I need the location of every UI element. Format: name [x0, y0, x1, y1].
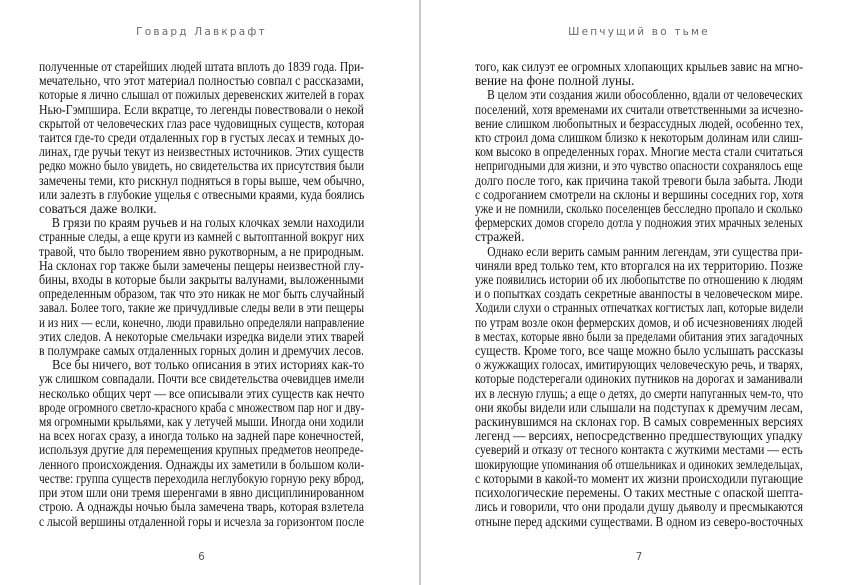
text-line: долго после того, как причина такой тревоги была забыта. Люди	[475, 172, 803, 188]
text-line: о жужжащих голосах, имитирующих человеческую речь, и тварях,	[475, 357, 803, 373]
text-line: раскинувшимся на склонах гор. В самых современных версиях	[475, 414, 804, 430]
paragraph	[475, 60, 803, 88]
text-line: странные следы, а еще круги из камней с вытоптанной вокруг них	[39, 229, 365, 245]
text-line: отныне перед адскими существами. В одном из северо-восточных	[475, 513, 804, 529]
text-line: таится где-то среди отдаленных гор в густых лесах и темных до-	[39, 130, 365, 146]
text-line: которые я лично слышал от пожилых деревенских жителей в горах	[39, 87, 365, 103]
text-line: с которыми в какой-то момент их жизни происходили пугающие	[475, 470, 804, 486]
text-line: мечательно, что этот материал полностью совпал с рассказами,	[39, 73, 364, 89]
text-line: кто строил дома слишком близко к некоторым долинам или слиш-	[475, 130, 803, 146]
text-line: их в лесную глушь; а еще о детях, до смерти напуганных чем-то, что	[475, 385, 804, 401]
text-line: уж слишком совпадали. Почти все свидетельства очевидцев имели	[39, 371, 365, 387]
page-gutter-divider	[419, 0, 421, 585]
text-line: завал. Более того, такие же причудливые следы вели в эти пещеры	[39, 300, 365, 316]
right-page	[422, 0, 843, 585]
body-text	[475, 60, 803, 529]
text-line: строю. А однажды ночью была замечена тварь, которая взлетела	[39, 499, 365, 515]
text-line: ленного происхождения. Однажды их заметили в большом коли-	[39, 456, 365, 472]
text-line: Однако если верить самым ранним легендам, эти существа при-	[487, 243, 803, 259]
text-line: с лысой вершины отдаленной горы и исчезла за горизонтом после	[39, 513, 364, 529]
text-line: поселений, хотя временами их считали ответственными за исчезно-	[475, 101, 804, 117]
text-line: они якобы видели или слышали на подступах к дремучим лесам,	[475, 399, 803, 415]
text-line: мя огромными крыльями, как у летучей мыши. Иногда они ходили	[39, 414, 364, 430]
text-line: уже появились истории об их любопытстве по отношению к людям	[475, 272, 803, 288]
text-line: или залезть в глубокие ущелья с отвесными краями, куда боялись	[39, 186, 365, 202]
text-line: вроде огромного светло-красного краба с множеством пар ног и дву-	[39, 399, 365, 415]
text-line: скрытой от человеческих глаз расе чудовищных существ, которая	[39, 115, 365, 131]
text-line: редко можно было увидеть, но свидетельства их присутствия были	[39, 158, 365, 174]
text-line: этих следов. А некоторые смельчаки изредка видели этих тварей	[39, 328, 365, 344]
text-line: Ходили слухи о странных отпечатках когтистых лап, которые видели	[475, 300, 804, 316]
text-line: определенным образом, так что это никак не мог быть случайный	[39, 286, 365, 302]
text-line: и о попытках создать секретные аванпосты в человеческом мире.	[475, 286, 803, 302]
text-line: В целом эти создания жили обособленно, вдали от человеческих	[487, 87, 803, 103]
text-line: того, как силуэт ее огромных хлопающих крыльев завис на мгно-	[475, 59, 804, 74]
text-line: на всех ногах сразу, а иногда только на задней паре конечностей,	[39, 428, 364, 444]
text-line: травой, что было творением явно рукотворным, а не природным.	[39, 243, 364, 259]
text-line: при этом шли они тремя шеренгами в явно дисциплинированном	[39, 485, 365, 501]
text-line: и из них — если, конечно, люди правильно определяли направление	[39, 314, 365, 330]
page-number: 6	[198, 551, 205, 563]
text-line: с содроганием смотрели на склоны и вершины соседних гор, хотя	[475, 186, 804, 202]
text-line: используя другие для перемещения крупных предметов неопреде-	[39, 442, 364, 458]
text-line: шокирующие упоминания об отшельниках и одиноких земледельцах,	[475, 456, 803, 472]
text-line: соваться даже волки.	[39, 201, 157, 217]
body-text	[39, 60, 364, 529]
text-line: легенд — версиях, непосредственно предшествующих упадку	[475, 428, 803, 444]
text-line: чиняли вред только тем, кто вторгался на их территорию. Позже	[475, 257, 803, 273]
running-head-title: Шепчущий во тьме	[568, 26, 710, 38]
page-number: 7	[635, 551, 643, 563]
text-line: которые подстерегали одиноких путников на дорогах и заманивали	[475, 371, 803, 387]
text-line: в полумраке самых отдаленных горных долин и дремучих лесов.	[39, 343, 364, 359]
text-line: психологические перемены. О таких местные с опаской шепта-	[475, 485, 804, 501]
text-line: существ. Кроме того, все чаще можно было услышать рассказы	[475, 343, 804, 359]
text-line: непригодными для жизни, и это чувство опасности сохранялось еще	[475, 158, 803, 174]
text-line: замечены теми, кто рискнул подняться в горы выше, чем обычно,	[39, 172, 365, 188]
text-line: На склонах гор также были замечены пещеры неизвестной глу-	[39, 257, 364, 273]
text-line: по утрам возле окон фермерских домов, и об исчезновениях людей	[475, 314, 803, 330]
text-line: вение слишком любопытных и безрассудных людей, особенно тех,	[475, 115, 804, 131]
text-line: линах, где ручьи текут из неизвестных источников. Этих существ	[39, 144, 364, 160]
text-line: ком высоко в определенных горах. Многие места стали считаться	[475, 144, 804, 160]
text-line: честве: группа существ переходила неглубокую горную реку вброд,	[39, 470, 364, 486]
text-line: Нью-Гэмпшира. Если вкратце, то легенды повествовали о некой	[39, 101, 364, 117]
text-line: полученные от старейших людей штата вплоть до 1839 года. При-	[39, 59, 364, 74]
text-line: уже и не помнили, сколько поселенцев бесследно пропало и сколько	[475, 201, 803, 217]
text-line: лись и говорили, что они продали душу дьяволу и пресмыкаются	[475, 499, 804, 515]
paragraph	[39, 358, 364, 528]
text-line: суеверий и отказу от тесного контакта с жуткими местами — есть	[475, 442, 803, 458]
text-line: стражей.	[475, 229, 525, 245]
paragraph	[39, 60, 364, 216]
paragraph	[39, 216, 364, 358]
text-line: В грязи по краям ручьев и на голых клочках земли находили	[51, 215, 365, 231]
paragraph	[475, 88, 803, 244]
text-line: несколько общих черт — все описывали этих существ как нечто	[39, 385, 365, 401]
left-page	[0, 0, 419, 585]
paragraph	[475, 245, 803, 529]
running-head-author: Говард Лавкрафт	[136, 26, 267, 38]
text-line: фермерских домов сгорело дотла у подножия этих мрачных зеленых	[475, 215, 803, 231]
text-line: вение на фоне полной луны.	[475, 73, 635, 89]
text-line: бины, входы в которые были закрыты валунами, выложенными	[39, 272, 364, 288]
text-line: в местах, которые явно были за пределами обитания этих загадочных	[475, 328, 804, 344]
text-line: Все бы ничего, вот только описания в этих историях как-то	[52, 357, 365, 373]
